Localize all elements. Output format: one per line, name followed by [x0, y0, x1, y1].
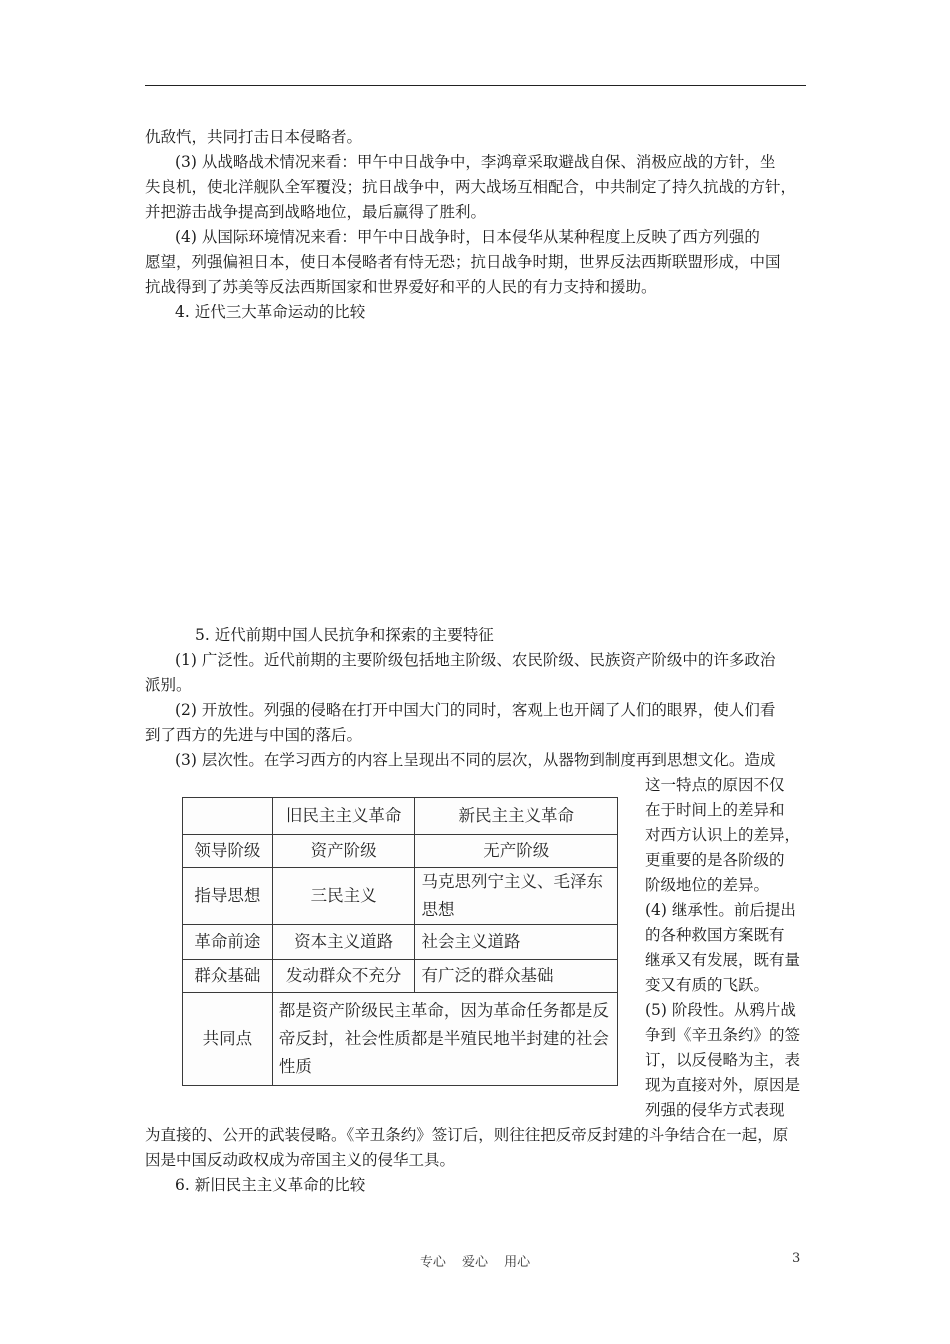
paragraph-line: 到了西方的先进与中国的落后。 [145, 726, 363, 744]
footer-slogan: 爱心 [461, 1255, 488, 1270]
footer-slogan: 用心 [504, 1255, 531, 1270]
table-cell: 无产阶级 [415, 835, 618, 868]
paragraph-line: 现为直接对外，原因是 [645, 1076, 801, 1094]
table-row [183, 993, 618, 1086]
table-row [183, 835, 618, 868]
table-header-row [183, 798, 618, 835]
table-row [183, 960, 618, 993]
paragraph-line: (5) 阶段性。从鸦片战 [645, 1001, 796, 1019]
header-rule [145, 85, 806, 86]
table-header-cell: 旧民主主义革命 [272, 798, 415, 835]
paragraph-line: 阶级地位的差异。 [645, 876, 770, 894]
paragraph-line: 为直接的、公开的武装侵略。《辛丑条约》签订后，则往往把反帝反封建的斗争结合在一起，原 [145, 1126, 789, 1144]
paragraph-line: 在于时间上的差异和 [645, 801, 785, 819]
table-cell: 有广泛的群众基础 [415, 960, 618, 993]
paragraph-line: 订，以反侵略为主，表 [645, 1051, 801, 1069]
table-header-cell [183, 798, 273, 835]
paragraph-line: 对西方认识上的差异， [645, 826, 801, 844]
paragraph-line: (4) 从国际环境情况来看：甲午中日战争时，日本侵华从某种程度上反映了西方列强的 [175, 228, 760, 246]
paragraph-line: 派别。 [145, 676, 192, 694]
table-cell: 三民主义 [272, 868, 415, 925]
table-cell: 资本主义道路 [272, 925, 415, 960]
table-cell: 发动群众不充分 [272, 960, 415, 993]
paragraph-line: 变又有质的飞跃。 [645, 976, 770, 994]
table-row-header: 领导阶级 [183, 835, 273, 868]
paragraph-line: (1) 广泛性。近代前期的主要阶级包括地主阶级、农民阶级、民族资产阶级中的许多政治 [175, 651, 776, 669]
table-header-cell: 新民主主义革命 [415, 798, 618, 835]
paragraph-line: 并把游击战争提高到战略地位，最后赢得了胜利。 [145, 203, 487, 221]
table-cell: 社会主义道路 [415, 925, 618, 960]
paragraph-line: 失良机，使北洋舰队全军覆没；抗日战争中，两大战场互相配合，中共制定了持久抗战的方针， [145, 178, 797, 196]
paragraph-line: (2) 开放性。列强的侵略在打开中国大门的同时，客观上也开阔了人们的眼界，使人们看 [175, 701, 776, 719]
paragraph-line: 愿望，列强偏袒日本，使日本侵略者有恃无恐；抗日战争时期，世界反法西斯联盟形成，中国 [145, 253, 781, 271]
paragraph-line: 这一特点的原因不仅 [645, 776, 785, 794]
paragraph-line: 的各种救国方案既有 [645, 926, 785, 944]
paragraph-line: 抗战得到了苏美等反法西斯国家和世界爱好和平的人民的有力支持和援助。 [145, 278, 657, 296]
page-number: 3 [792, 1251, 801, 1266]
paragraph-line: (3) 层次性。在学习西方的内容上呈现出不同的层次，从器物到制度再到思想文化。造成 [175, 751, 776, 769]
paragraph-line: 仇敌忾，共同打击日本侵略者。 [145, 128, 363, 146]
paragraph-line: (3) 从战略战术情况来看：甲午中日战争中，李鸿章采取避战自保、消极应战的方针，坐 [175, 153, 776, 171]
section-heading: 5. 近代前期中国人民抗争和探索的主要特征 [195, 626, 494, 644]
paragraph-line: 更重要的是各阶级的 [645, 851, 785, 869]
table-cell: 资产阶级 [272, 835, 415, 868]
section-heading: 6. 新旧民主主义革命的比较 [175, 1176, 366, 1194]
table-row-header: 共同点 [183, 993, 273, 1086]
comparison-table [182, 797, 618, 1086]
footer-slogan: 专心 [419, 1255, 446, 1270]
table-row [183, 868, 618, 925]
table-row-header: 群众基础 [183, 960, 273, 993]
paragraph-line: 因是中国反动政权成为帝国主义的侵华工具。 [145, 1151, 456, 1169]
table-row-header: 革命前途 [183, 925, 273, 960]
paragraph-line: 列强的侵华方式表现 [645, 1101, 785, 1119]
paragraph-line: 争到《辛丑条约》的签 [645, 1026, 801, 1044]
table-cell: 马克思列宁主义、毛泽东思想 [415, 868, 618, 925]
table-cell: 都是资产阶级民主革命，因为革命任务都是反帝反封，社会性质都是半殖民地半封建的社会性质 [272, 993, 617, 1086]
paragraph-line: (4) 继承性。前后提出 [645, 901, 796, 919]
table-row-header: 指导思想 [183, 868, 273, 925]
table-row [183, 925, 618, 960]
page-footer [0, 1251, 950, 1270]
paragraph-line: 继承又有发展，既有量 [645, 951, 801, 969]
section-heading: 4. 近代三大革命运动的比较 [175, 303, 366, 321]
